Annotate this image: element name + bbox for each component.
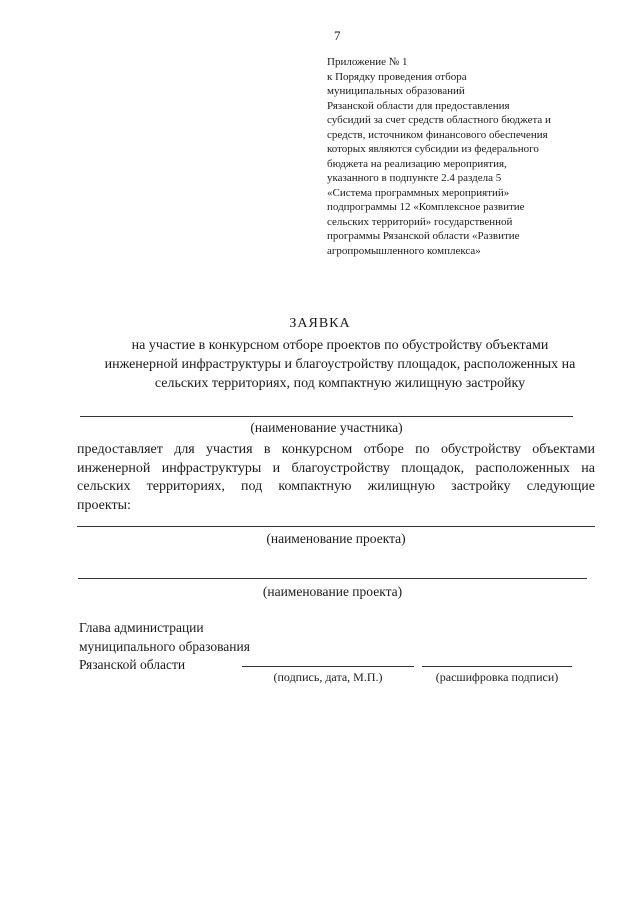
decoding-line [422, 666, 572, 667]
appendix-line: бюджета на реализацию мероприятия, [327, 157, 507, 170]
appendix-line: подпрограммы 12 «Комплексное развитие [327, 201, 525, 213]
decoding-caption: (расшифровка подписи) [435, 670, 559, 684]
project-name-line-1 [77, 526, 595, 527]
document-subtitle [70, 336, 610, 393]
appendix-line: сельских территорий» государственной [327, 215, 513, 228]
signer-line: Рязанской области [79, 657, 186, 672]
body-line: предоставляет для участия в конкурсном отборе по обустройству объектами [77, 442, 595, 457]
appendix-line: «Система программных мероприятий» [327, 186, 510, 199]
signer-block [79, 619, 250, 675]
project-name-line-2 [78, 578, 587, 579]
participant-caption: (наименование участника) [250, 420, 403, 435]
body-line: инженерной инфраструктуры и благоустройству площадок, расположенных на [77, 460, 595, 476]
subtitle-line: на участие в конкурсном отборе проектов по обустройству объектами [131, 338, 549, 353]
appendix-line: агропромышленного комплекса» [327, 244, 481, 257]
appendix-line: которых являются субсидии из федерального [327, 143, 539, 155]
appendix-line: Рязанской области для предоставления [327, 99, 510, 112]
signer-line: муниципального образования [79, 638, 250, 654]
signature-line [242, 666, 414, 667]
appendix-line: муниципальных образований [327, 85, 465, 97]
appendix-line: программы Рязанской области «Развитие [327, 230, 520, 242]
body-paragraph [77, 441, 595, 515]
appendix-header [327, 55, 627, 258]
appendix-line: средств, источником финансового обеспечения [327, 128, 548, 141]
subtitle-line: инженерной инфраструктуры и благоустройству площадок, расположенных на [104, 357, 576, 372]
body-line: сельских территориях, под компактную жилищную застройку следующие [77, 479, 595, 494]
page-number: 7 [334, 28, 341, 43]
document-title: ЗАЯВКА [289, 316, 351, 331]
appendix-line: субсидий за счет средств областного бюджета и [327, 114, 551, 126]
signature-caption: (подпись, дата, М.П.) [273, 670, 383, 684]
appendix-line: Приложение № 1 [327, 56, 408, 68]
appendix-line: к Порядку проведения отбора [327, 70, 467, 83]
signer-line: Глава администрации [79, 620, 204, 635]
project-caption-2: (наименование проекта) [262, 584, 403, 599]
project-caption-1: (наименование проекта) [266, 531, 406, 546]
body-line: проекты: [77, 497, 131, 513]
subtitle-line: сельских территориях, под компактную жилищную застройку [154, 376, 526, 391]
participant-name-line [80, 416, 573, 417]
appendix-line: указанного в подпункте 2.4 раздела 5 [327, 172, 502, 184]
